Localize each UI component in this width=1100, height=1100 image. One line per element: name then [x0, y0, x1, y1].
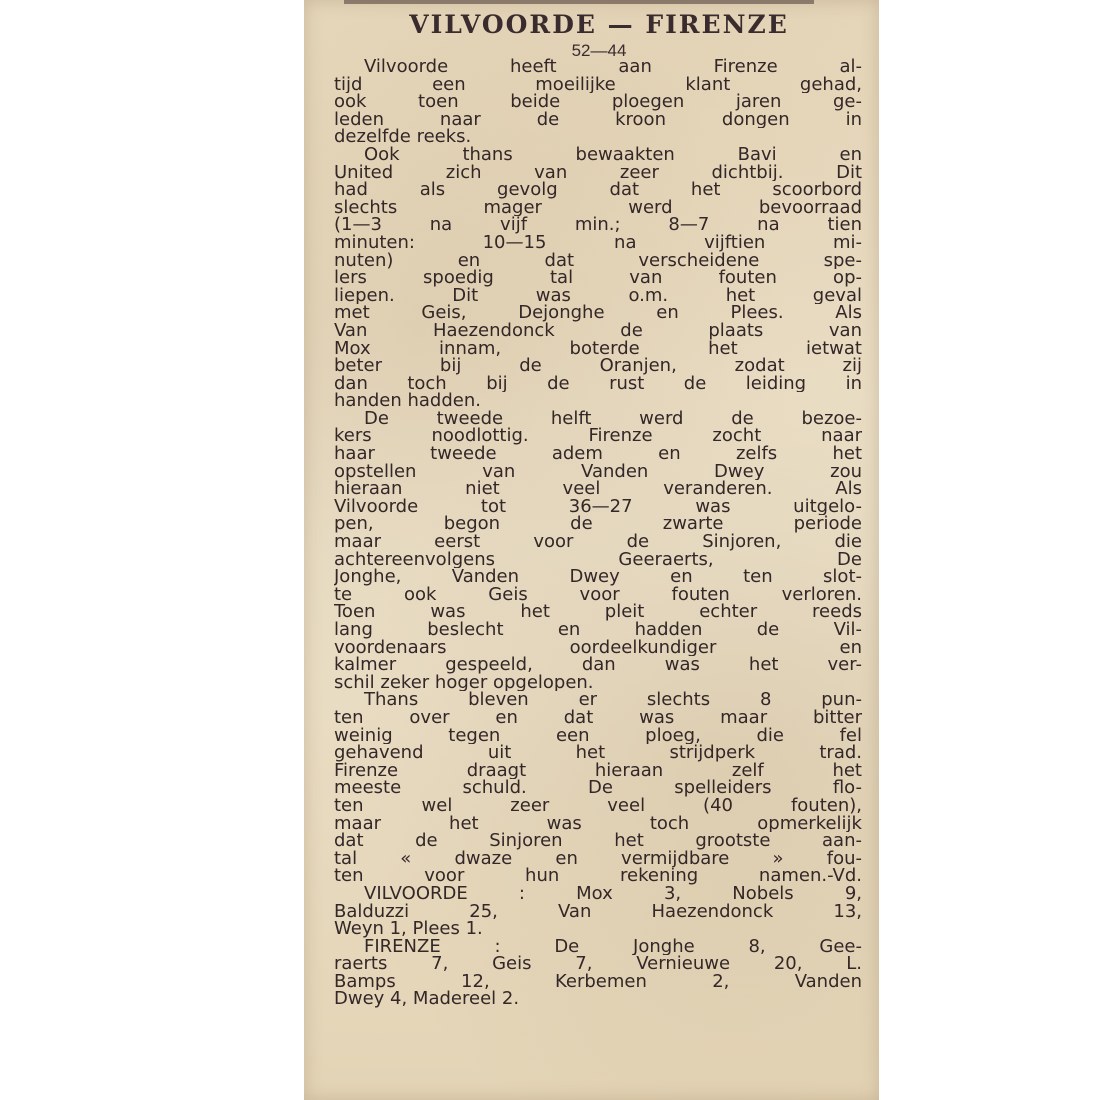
article-line: handen hadden.: [334, 392, 481, 410]
article-line: voordenaars oordeelkundiger en: [334, 638, 862, 657]
article-line: tal « dwaze en vermijdbare » fou-: [334, 849, 862, 868]
article-line: lang beslecht en hadden de Vil-: [334, 621, 862, 639]
article-line: haar tweede adem en zelfs het: [334, 445, 862, 463]
article-line: nuten) en dat verscheidene spe-: [334, 251, 862, 270]
article-line: FIRENZE : De Jonghe 8, Gee-: [364, 937, 862, 956]
article-line: Balduzzi 25, Van Haezendonck 13,: [334, 902, 862, 921]
article-line: kalmer gespeeld, dan was het ver-: [334, 656, 862, 674]
article-line: ten over en dat was maar bitter: [334, 708, 862, 727]
article-line: Toen was het pleit echter reeds: [334, 603, 862, 621]
article-line: Bamps 12, Kerbemen 2, Vanden: [334, 972, 862, 991]
article-line: ook toen beide ploegen jaren ge-: [334, 93, 862, 111]
article-line: meeste schuld. De spelleiders flo-: [334, 779, 862, 797]
article-line: opstellen van Vanden Dwey zou: [334, 462, 862, 481]
article-line: Jonghe, Vanden Dwey en ten slot-: [334, 568, 862, 586]
article-line: VILVOORDE : Mox 3, Nobels 9,: [364, 884, 862, 903]
article-line: ten wel zeer veel (40 fouten),: [334, 796, 862, 815]
article-line: dat de Sinjoren het grootste aan-: [334, 832, 862, 850]
article-line: United zich van zeer dichtbij. Dit: [334, 163, 862, 182]
article-line: dan toch bij de rust de leiding in: [334, 374, 862, 393]
article-line: Weyn 1, Plees 1.: [334, 920, 483, 938]
article-line: achtereenvolgens Geeraerts, De: [334, 550, 862, 569]
article-body: [334, 58, 862, 1008]
article-line: leden naar de kroon dongen in: [334, 110, 862, 129]
article-line: beter bij de Oranjen, zodat zij: [334, 357, 862, 375]
final-score: 52—44: [571, 41, 627, 60]
headline: VILVOORDE — FIRENZE: [409, 10, 789, 39]
article-line: Ook thans bewaakten Bavi en: [364, 145, 862, 164]
article-line: met Geis, Dejonghe en Plees. Als: [334, 304, 862, 322]
article-line: te ook Geis voor fouten verloren.: [334, 585, 862, 604]
article-line: dezelfde reeks.: [334, 128, 472, 146]
article-line: Firenze draagt hieraan zelf het: [334, 761, 862, 780]
article-line: kers noodlottig. Firenze zocht naar: [334, 427, 862, 446]
article-line: gehavend uit het strijdperk trad.: [334, 744, 862, 762]
article-line: Dwey 4, Madereel 2.: [334, 990, 520, 1009]
article-line: weinig tegen een ploeg, die fel: [334, 726, 862, 745]
article-line: had als gevolg dat het scoorbord: [334, 181, 862, 199]
article-line: hieraan niet veel veranderen. Als: [334, 480, 862, 498]
article-line: ten voor hun rekening namen.-Vd.: [334, 867, 862, 885]
article-line: minuten: 10—15 na vijftien mi-: [334, 233, 862, 252]
article-line: Vilvoorde heeft aan Firenze al-: [364, 58, 862, 76]
article-line: maar eerst voor de Sinjoren, die: [334, 533, 862, 551]
article-line: schil zeker hoger opgelopen.: [334, 673, 594, 692]
article-line: tijd een moeilijke klant gehad,: [334, 75, 862, 94]
article-line: pen, begon de zwarte periode: [334, 515, 862, 534]
article-line: Vilvoorde tot 36—27 was uitgelo-: [334, 497, 862, 516]
article-line: maar het was toch opmerkelijk: [334, 814, 862, 833]
article-line: De tweede helft werd de bezoe-: [364, 409, 862, 428]
article-line: liepen. Dit was o.m. het geval: [334, 286, 862, 305]
article-line: Mox innam, boterde het ietwat: [334, 339, 862, 358]
article-line: raerts 7, Geis 7, Vernieuwe 20, L.: [334, 955, 862, 973]
article-line: Thans bleven er slechts 8 pun-: [364, 691, 862, 709]
article-line: (1—3 na vijf min.; 8—7 na tien: [334, 216, 862, 234]
article-line: Van Haezendonck de plaats van: [334, 321, 862, 340]
article-line: lers spoedig tal van fouten op-: [334, 269, 862, 287]
newspaper-clipping: [304, 0, 879, 1100]
top-rule: [344, 0, 814, 4]
article-line: slechts mager werd bevoorraad: [334, 198, 862, 217]
